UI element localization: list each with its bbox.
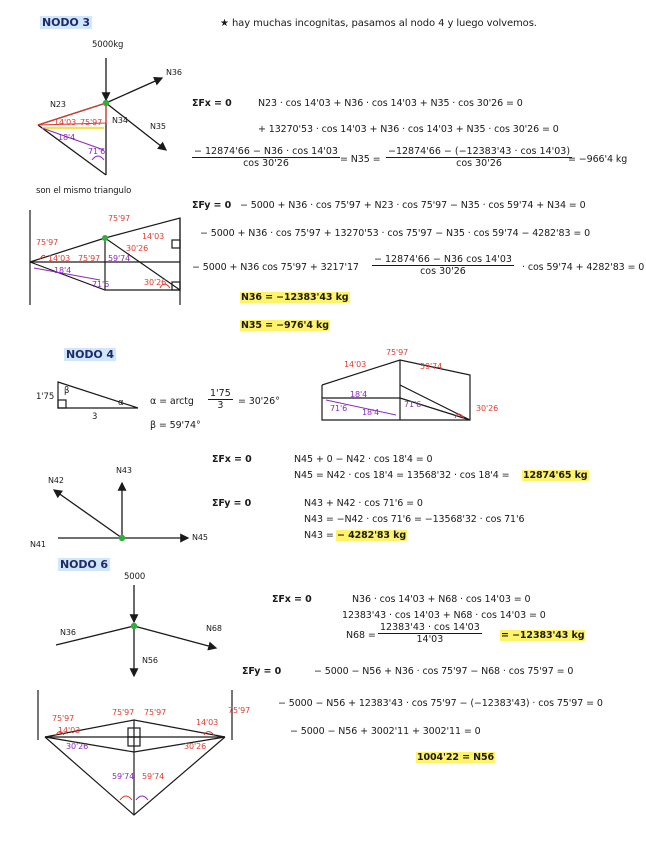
nodo4-triangle [58,382,138,408]
fraction [208,388,233,411]
angle: 75'97 [228,706,251,715]
angle: 71'6 [92,280,110,289]
label-n36: N36 [166,68,182,77]
eq-line: − 5000 + N36 cos 75'97 + 3217'17 [192,262,359,273]
angle: 30'26 [184,742,207,751]
nodo6-truss [38,690,232,815]
fraction-num: −12874'66 − (−12383'43 · cos 14'03) [388,146,571,157]
eq-line: = N35 = [340,154,381,165]
result-n35: N35 = −976'4 kg [241,320,329,331]
eq-line: − 5000 − N56 + 12383'43 · cos 75'97 − (−12383'43) · cos 75'97 = 0 [278,698,603,709]
eq-line: N36 · cos 14'03 + N68 · cos 14'03 = 0 [352,594,531,605]
fraction-den: cos 30'26 [243,158,289,169]
sum-fy-label: ΣFy = 0 [242,666,282,677]
fraction-num: − 12874'66 − N36 · cos 14'03 [194,146,338,157]
result-n45: 12874'65 kg [523,470,588,481]
fraction [372,254,514,277]
alpha-eq: α = arctg [150,396,194,407]
nodo6-free-body [56,585,216,676]
label-n43: N43 [116,466,132,475]
nodo4-title: NODO 4 [66,348,114,361]
tri-alpha: α [118,398,124,408]
label-n56: N56 [142,656,158,665]
eq-line: N45 + 0 − N42 · cos 18'4 = 0 [294,454,433,465]
nodo3-note: ★ hay muchas incognitas, pasamos al nodo 4 y luego volvemos. [220,18,537,29]
angle: 75'97 [108,214,131,223]
angle: 18'4 [54,266,72,275]
fraction [378,622,482,645]
label-n36: N36 [60,628,76,637]
result-n56: 1004'22 = N56 [417,752,495,763]
nodo6-title: NODO 6 [60,558,108,571]
tri-beta: β [64,386,70,396]
angle: 71'6 [88,147,106,156]
label-n34: N34 [112,116,128,125]
fraction-den: 3 [217,400,224,411]
angle: 30'26 [476,404,499,413]
angle: 18'4 [350,390,368,399]
result-n35: = −966'4 kg [568,154,628,165]
result-n43: − 4282'83 kg [337,530,407,541]
eq-line: − 5000 + N36 · cos 75'97 + N23 · cos 75'97 − N35 · cos 59'74 + N34 = 0 [240,200,586,211]
alpha-result: = 30'26° [238,396,280,407]
node-3-dot [103,100,109,106]
angle: 75'97 [52,714,75,723]
fraction-num: 1'75 [210,388,231,399]
eq-line: − 5000 − N56 + N36 · cos 75'97 − N68 · cos 75'97 = 0 [314,666,574,677]
angle: 30'26 [126,244,149,253]
angle: 59'74 [142,772,165,781]
nodo4-free-body [54,483,188,538]
sum-fy-label: ΣFy = 0 [192,200,232,211]
fraction-den: cos 30'26 [420,266,466,277]
label-n45: N45 [192,533,208,542]
eq-line: − 5000 + N36 · cos 75'97 + 13270'53 · cos 75'97 − N35 · cos 59'74 − 4282'83 = 0 [200,228,591,239]
eq-line: N43 = −N42 · cos 71'6 = −13568'32 · cos 71'6 [304,514,525,525]
sum-fx-label: ΣFx = 0 [192,98,232,109]
result-n36: N36 = −12383'43 kg [241,292,349,303]
fraction [386,146,572,169]
angle: 75'97 [80,118,103,127]
angle: 30'26 [144,278,167,287]
eq-line: N23 · cos 14'03 + N36 · cos 14'03 + N35 · cos 30'26 = 0 [258,98,523,109]
angle: 75'97 [144,708,167,717]
angle: 14'03 [196,718,219,727]
angle: 75'97 [78,254,101,263]
fraction-den: 14'03 [416,634,444,645]
fraction [192,146,340,169]
result-n68: = −12383'43 kg [501,630,585,641]
eq-line: N45 = N42 · cos 18'4 = 13568'32 · cos 18'4 = [294,470,510,481]
angle: 75'97 [386,348,409,357]
eq-line: N68 = [346,630,376,641]
eq-line: N43 + N42 · cos 71'6 = 0 [304,498,423,509]
tri-height: 1'75 [36,392,55,402]
fraction-num: 12383'43 · cos 14'03 [380,622,480,633]
nodo6-load: 5000 [124,572,146,582]
beta-eq: β = 59'74° [150,420,201,431]
sum-fy-label: ΣFy = 0 [212,498,252,509]
nodo3-title: NODO 3 [42,16,90,29]
angle: 18'4 [58,133,76,142]
angle: 59'74 [108,254,131,263]
angle: 14'03 [54,118,77,127]
angle: 59'74 [112,772,135,781]
label-n68: N68 [206,624,222,633]
angle: 14'03 [142,232,165,241]
nodo3-load: 5000kg [92,40,124,50]
sum-fx-label: ΣFx = 0 [212,454,252,465]
tri-base: 3 [92,412,98,422]
label-n41: N41 [30,540,46,549]
label-n42: N42 [48,476,64,485]
angle: 71'6 [404,400,422,409]
caption-same-triangle: son el mismo triangulo [36,186,132,196]
eq-line: + 13270'53 · cos 14'03 + N36 · cos 14'03 + N35 · cos 30'26 = 0 [258,124,559,135]
eq-line: − 5000 − N56 + 3002'11 + 3002'11 = 0 [290,726,481,737]
label-n35: N35 [150,122,166,131]
angle: 75'97 [112,708,135,717]
eq-line: 12383'43 · cos 14'03 + N68 · cos 14'03 = 0 [342,610,546,621]
angle: 59'74 [420,362,443,371]
angle: 14'03 [58,726,81,735]
fraction-den: cos 30'26 [456,158,502,169]
sum-fx-label: ΣFx = 0 [272,594,312,605]
angle: 30'26 [66,742,89,751]
label-n23: N23 [50,100,66,109]
angle: 71'6 [330,404,348,413]
angle: 14'03 [344,360,367,369]
angle: 75'97 [36,238,59,247]
fraction-num: − 12874'66 − N36 cos 14'03 [374,254,512,265]
eq-line: · cos 59'74 + 4282'83 = 0 [522,262,645,273]
angle: 18'4 [362,408,380,417]
eq-line: N43 = [304,530,334,541]
angle: 14'03 [48,254,71,263]
